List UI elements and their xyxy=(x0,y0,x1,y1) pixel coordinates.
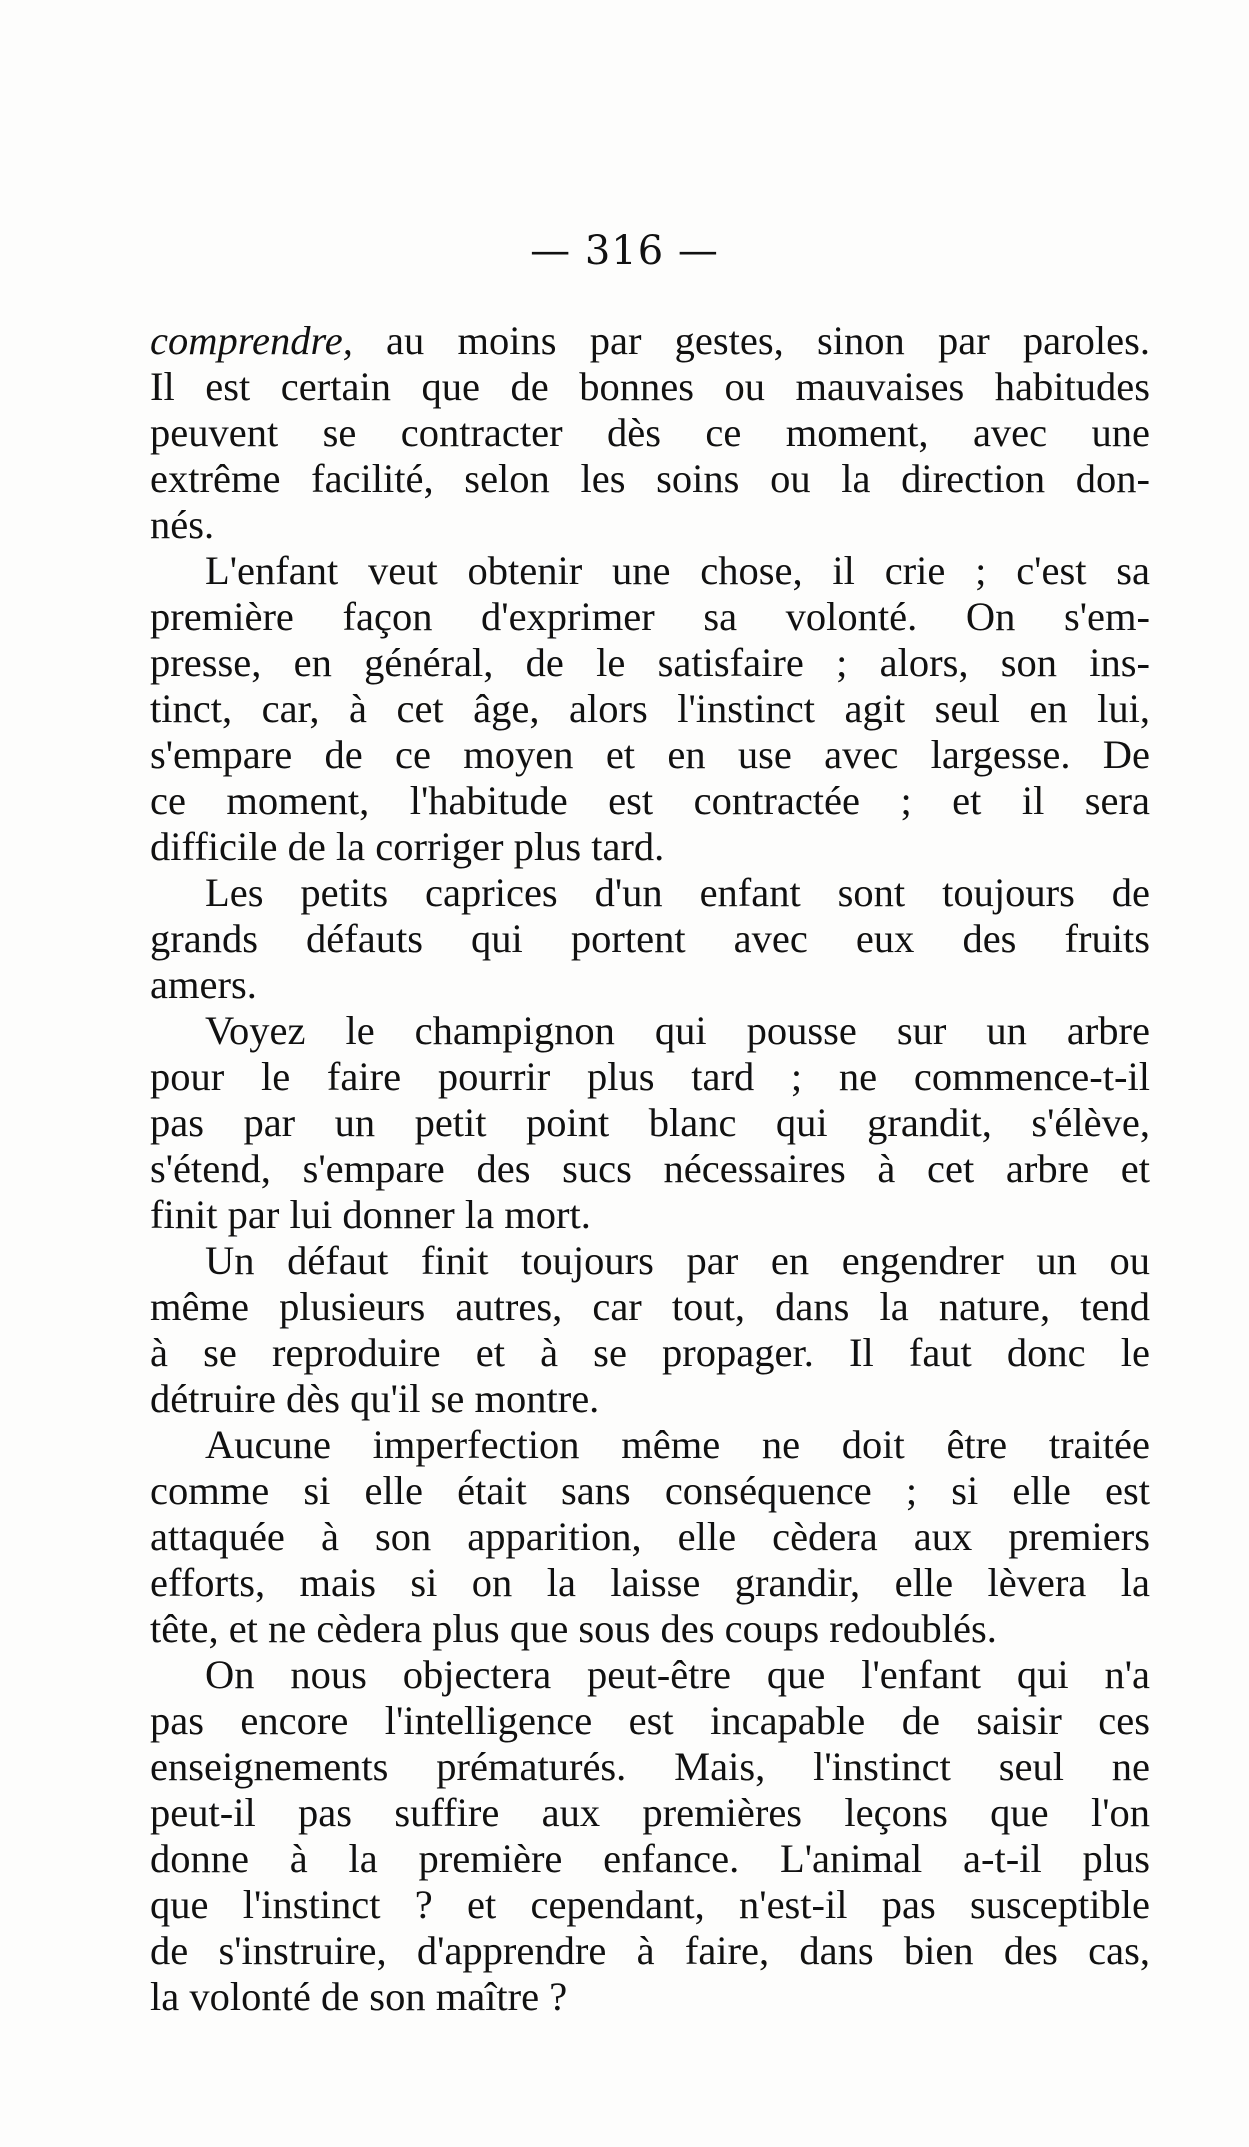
text-line xyxy=(150,1790,1150,1836)
text-line xyxy=(150,1238,1150,1284)
line-text: finit par lui donner la mort. xyxy=(150,1192,591,1237)
text-line xyxy=(150,1698,1150,1744)
text-line xyxy=(150,732,1150,778)
text-line xyxy=(150,962,1150,1008)
text-line xyxy=(150,364,1150,410)
text-line xyxy=(150,1146,1150,1192)
line-text: de s'instruire, d'apprendre à faire, dans bien des cas, xyxy=(150,1928,1150,1973)
line-text: la volonté de son maître ? xyxy=(150,1974,568,2019)
text-line xyxy=(150,548,1150,594)
line-text: s'empare de ce moyen et en use avec largesse. De xyxy=(150,732,1150,777)
text-line xyxy=(150,916,1150,962)
line-text: presse, en général, de le satisfaire ; alors, son ins- xyxy=(150,640,1150,685)
line-text: L'enfant veut obtenir une chose, il crie ; c'est sa xyxy=(205,548,1150,593)
text-line xyxy=(150,1100,1150,1146)
line-text: tinct, car, à cet âge, alors l'instinct agit seul en lui, xyxy=(150,686,1150,731)
text-line xyxy=(150,870,1150,916)
line-text: même plusieurs autres, car tout, dans la nature, tend xyxy=(150,1284,1150,1329)
text-line xyxy=(150,1882,1150,1928)
line-text: tête, et ne cèdera plus que sous des coups redoublés. xyxy=(150,1606,997,1651)
text-line xyxy=(150,1974,1150,2020)
text-line xyxy=(150,318,1150,364)
text-line xyxy=(150,594,1150,640)
line-text: que l'instinct ? et cependant, n'est-il pas susceptible xyxy=(150,1882,1150,1927)
text-line xyxy=(150,1008,1150,1054)
line-text: Les petits caprices d'un enfant sont toujours de xyxy=(205,870,1150,915)
text-line xyxy=(150,1054,1150,1100)
line-text: ce moment, l'habitude est contractée ; et il sera xyxy=(150,778,1150,823)
line-text: difficile de la corriger plus tard. xyxy=(150,824,665,869)
page-number: — 316 — xyxy=(530,228,719,274)
text-line xyxy=(150,1560,1150,1606)
line-text: peuvent se contracter dès ce moment, avec une xyxy=(150,410,1150,455)
line-text: On nous objectera peut-être que l'enfant qui n'a xyxy=(205,1652,1150,1697)
text-line xyxy=(150,410,1150,456)
body-text xyxy=(150,318,1150,2020)
line-text: pour le faire pourrir plus tard ; ne commence-t-il xyxy=(150,1054,1150,1099)
text-line xyxy=(150,640,1150,686)
line-text: comme si elle était sans conséquence ; si elle est xyxy=(150,1468,1150,1513)
italic-word: comprendre, xyxy=(150,318,353,363)
line-text: pas encore l'intelligence est incapable de saisir ces xyxy=(150,1698,1150,1743)
line-text: donne à la première enfance. L'animal a-t-il plus xyxy=(150,1836,1150,1881)
text-line xyxy=(150,1744,1150,1790)
line-text: extrême facilité, selon les soins ou la direction don- xyxy=(150,456,1150,501)
text-line xyxy=(150,686,1150,732)
text-line xyxy=(150,824,1150,870)
line-text: attaquée à son apparition, elle cèdera aux premiers xyxy=(150,1514,1150,1559)
line-text: efforts, mais si on la laisse grandir, elle lèvera la xyxy=(150,1560,1150,1605)
line-text: pas par un petit point blanc qui grandit, s'élève, xyxy=(150,1100,1150,1145)
text-line xyxy=(150,1606,1150,1652)
line-text: détruire dès qu'il se montre. xyxy=(150,1376,600,1421)
line-text: nés. xyxy=(150,502,215,547)
line-text: peut-il pas suffire aux premières leçons que l'on xyxy=(150,1790,1150,1835)
line-text: Voyez le champignon qui pousse sur un arbre xyxy=(205,1008,1150,1053)
text-line xyxy=(150,1376,1150,1422)
text-line xyxy=(150,1836,1150,1882)
line-text: à se reproduire et à se propager. Il faut donc le xyxy=(150,1330,1150,1375)
text-line xyxy=(150,1422,1150,1468)
text-line xyxy=(150,1652,1150,1698)
text-line xyxy=(150,1928,1150,1974)
text-line xyxy=(150,1468,1150,1514)
line-text: Un défaut finit toujours par en engendrer un ou xyxy=(205,1238,1150,1283)
text-line xyxy=(150,502,1150,548)
text-line xyxy=(150,1284,1150,1330)
line-text: Il est certain que de bonnes ou mauvaises habitudes xyxy=(150,364,1150,409)
text-line xyxy=(150,1192,1150,1238)
line-text: Aucune imperfection même ne doit être traitée xyxy=(205,1422,1150,1467)
line-text: enseignements prématurés. Mais, l'instinct seul ne xyxy=(150,1744,1150,1789)
text-line xyxy=(150,1514,1150,1560)
text-line xyxy=(150,456,1150,502)
text-line xyxy=(150,1330,1150,1376)
text-line xyxy=(150,778,1150,824)
line-text: s'étend, s'empare des sucs nécessaires à cet arbre et xyxy=(150,1146,1150,1191)
line-text: première façon d'exprimer sa volonté. On s'em- xyxy=(150,594,1150,639)
line-text: amers. xyxy=(150,962,257,1007)
line-text: grands défauts qui portent avec eux des fruits xyxy=(150,916,1150,961)
line-text: au moins par gestes, sinon par paroles. xyxy=(352,318,1150,363)
